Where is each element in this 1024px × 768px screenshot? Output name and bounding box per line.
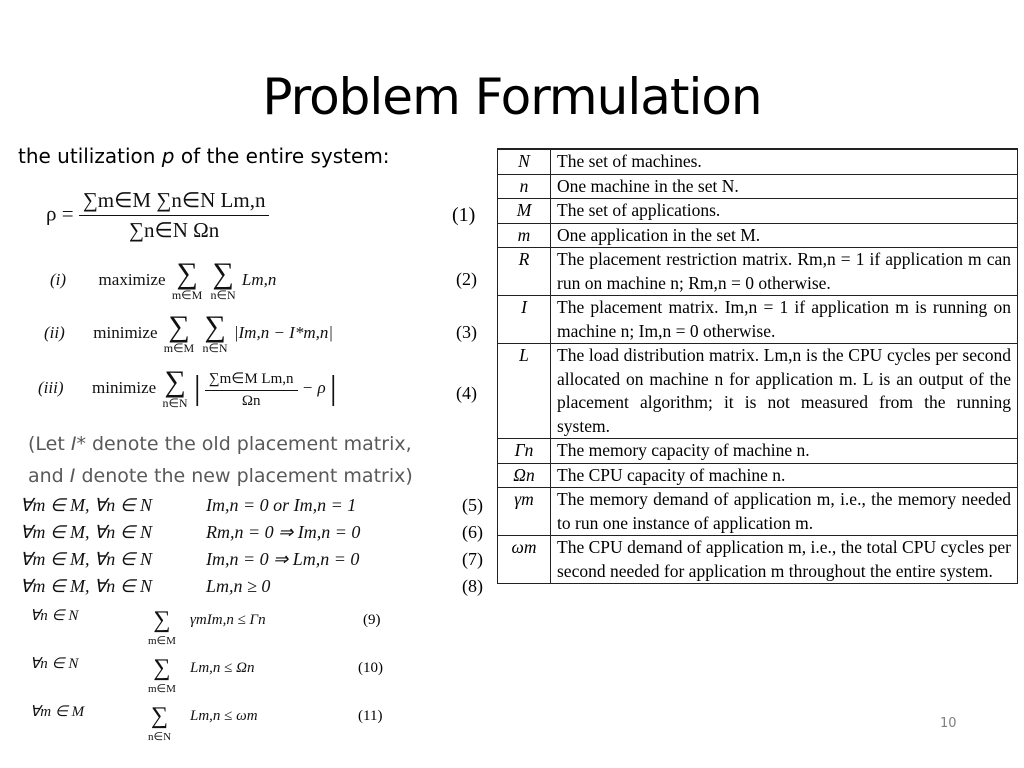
sum-symbol: ∑ m∈M [148,655,176,695]
eq-number-6: (6) [462,522,483,542]
constraint-expr: Lm,n ≤ Ωn [190,660,255,676]
page-number: 10 [940,716,957,731]
sum-symbol: ∑ m∈M [163,310,195,355]
constraint-11 [30,702,258,743]
eq-number-1: (1) [452,204,476,226]
table-row: Γn The memory capacity of machine n. [498,439,1018,464]
constraint-expr: γmIm,n ≤ Γn [190,612,266,628]
eq-number-7: (7) [462,549,483,569]
constraint-9 [30,606,266,647]
objective-verb: minimize [92,377,157,397]
eq-number-8: (8) [462,576,483,596]
objective-maximize [50,257,277,302]
objective-label: (i) [50,269,67,289]
sum-symbol: ∑ n∈N [210,257,236,302]
objective-verb: maximize [98,269,166,289]
rho-formula [46,188,269,243]
balance-denominator: Ωn [241,392,261,409]
table-row: N The set of machines. [498,149,1018,174]
table-row: R The placement restriction matrix. Rm,n = 1 if application m can run on machine n; Rm,n = 0 otherwise. [498,248,1018,296]
objective-label: (ii) [44,322,65,342]
eq-number-4: (4) [456,383,477,403]
constraint-expr: Rm,n = 0 ⇒ Im,n = 0 [206,522,361,542]
matrix-note [28,428,413,492]
constraint-6 [20,522,361,543]
eq-number-5: (5) [462,495,483,515]
objective-minimize-migration [44,310,334,355]
eq-number-9: (9) [363,612,381,628]
balance-fraction [205,369,298,410]
symbol-table [497,148,1018,584]
balance-numerator: ∑m∈M Lm,n [205,369,298,391]
constraint-expr: Lm,n ≤ ωm [190,708,258,724]
table-row: γm The memory demand of application m, i.e., the memory needed to run one instance of application m. [498,488,1018,536]
sum-symbol: ∑ n∈N [202,310,228,355]
note-line-1: (Let I* denote the old placement matrix, [28,433,412,455]
constraint-5 [20,495,357,516]
slide-title: Problem Formulation [262,68,762,126]
balance-tail: − ρ [301,377,326,397]
sum-symbol: ∑ n∈N [162,365,188,410]
rho-denominator: ∑n∈N Ωn [128,218,220,242]
note-line-2: and I denote the new placement matrix) [28,465,413,487]
eq-number-11: (11) [358,708,383,724]
objective-expr: |Im,n − I*m,n| [233,322,334,342]
constraint-7 [20,549,360,570]
table-row: n One machine in the set N. [498,174,1018,199]
constraint-quantifier: ∀n ∈ N [30,608,79,624]
objective-label: (iii) [38,377,64,397]
table-row: ωm The CPU demand of application m, i.e., the total CPU cycles per second needed for application m throughout the entire system. [498,536,1018,584]
table-row: M The set of applications. [498,199,1018,224]
table-row: Ωn The CPU capacity of machine n. [498,463,1018,488]
intro-prefix: the utilization [18,144,162,168]
sum-symbol: ∑ m∈M [148,607,176,647]
constraint-quantifier: ∀m ∈ M, ∀n ∈ N [20,495,152,515]
objective-expr: Lm,n [241,269,277,289]
rho-fraction [79,188,270,243]
constraint-expr: Lm,n ≥ 0 [206,576,271,596]
sum-symbol: ∑ n∈N [148,703,172,743]
objective-minimize-balance: (iii) minimize ∑ n∈N | $\frac{\text{∑m∈M Lm,n}}{\Omega n}$ − ρ | [38,365,337,410]
constraint-quantifier: ∀m ∈ M, ∀n ∈ N [20,522,152,542]
constraint-10 [30,654,255,695]
rho-lhs: ρ = [46,201,74,226]
constraint-quantifier: ∀m ∈ M [30,704,85,720]
objective-verb: minimize [93,322,158,342]
table-row: I The placement matrix. Im,n = 1 if application m is running on machine n; Im,n = 0 otherwise. [498,296,1018,344]
intro-var: p [161,144,175,168]
intro-suffix: of the entire system: [174,144,390,168]
rho-numerator: ∑m∈M ∑n∈N Lm,n [79,188,270,216]
sum-symbol: ∑ m∈M [171,257,203,302]
constraint-quantifier: ∀m ∈ M, ∀n ∈ N [20,549,152,569]
constraint-8 [20,576,271,597]
table-row: L The load distribution matrix. Lm,n is the CPU cycles per second allocated on machine n for application m. L is an output of the placement algorithm; it is not measured from the running system. [498,344,1018,439]
intro-text [18,144,390,168]
constraint-quantifier: ∀n ∈ N [30,656,79,672]
eq-number-3: (3) [456,322,477,342]
eq-number-10: (10) [358,660,383,676]
constraint-expr: Im,n = 0 ⇒ Lm,n = 0 [206,549,360,569]
constraint-quantifier: ∀m ∈ M, ∀n ∈ N [20,576,152,596]
eq-number-2: (2) [456,269,477,289]
constraint-expr: Im,n = 0 or Im,n = 1 [206,495,357,515]
table-row: m One application in the set M. [498,223,1018,248]
